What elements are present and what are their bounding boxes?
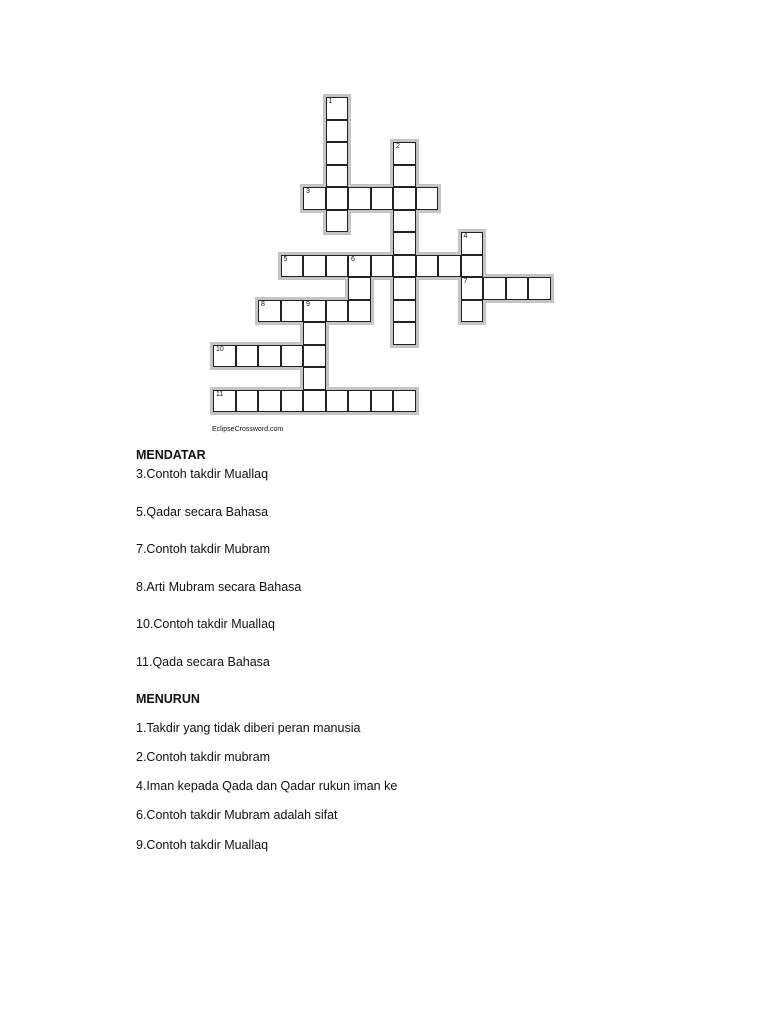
crossword-cell[interactable] <box>303 390 326 413</box>
across-clue-10: 10.Contoh takdir Muallaq <box>136 617 275 631</box>
crossword-cell[interactable] <box>393 232 416 255</box>
crossword-cell[interactable] <box>393 255 416 278</box>
crossword-cell[interactable] <box>303 187 326 210</box>
clue-number: 8 <box>261 300 265 308</box>
crossword-cell[interactable] <box>236 390 259 413</box>
clue-number: 1 <box>328 98 333 105</box>
clue-number: 7 <box>463 278 468 285</box>
crossword-cell[interactable] <box>258 300 281 323</box>
down-clue-4: 4.Iman kepada Qada dan Qadar rukun iman ke <box>136 779 398 793</box>
crossword-cell[interactable] <box>326 210 349 233</box>
crossword-cell[interactable] <box>483 277 506 300</box>
crossword-cell[interactable] <box>416 255 439 278</box>
down-clue-2: 2.Contoh takdir mubram <box>136 750 271 764</box>
crossword-cell[interactable] <box>438 255 461 278</box>
crossword-cell[interactable] <box>213 345 236 368</box>
across-clue-3: 3.Contoh takdir Muallaq <box>136 467 269 481</box>
down-title: MENURUN <box>136 692 200 706</box>
crossword-cell[interactable] <box>461 255 484 278</box>
clue-number: 4 <box>463 233 468 240</box>
clue-number: 3 <box>306 188 310 195</box>
crossword-cell[interactable] <box>393 187 416 210</box>
crossword-cell[interactable] <box>258 345 281 368</box>
crossword-cell[interactable] <box>326 390 349 413</box>
crossword-cell[interactable] <box>326 255 349 278</box>
crossword-cell[interactable] <box>281 345 304 368</box>
clue-number: 10 <box>216 345 224 353</box>
crossword-cell[interactable] <box>348 277 371 300</box>
crossword-cell[interactable] <box>393 300 416 323</box>
crossword-cell[interactable] <box>393 210 416 233</box>
crossword-cell[interactable] <box>416 187 439 210</box>
across-clue-5: 5.Qadar secara Bahasa <box>136 505 269 519</box>
crossword-cell[interactable] <box>348 300 371 323</box>
clue-number: 9 <box>306 300 310 308</box>
crossword-cell[interactable] <box>303 300 326 323</box>
crossword-cell[interactable] <box>393 322 416 345</box>
crossword-cell[interactable] <box>326 165 349 188</box>
crossword-cell[interactable] <box>326 300 349 323</box>
credit-text: EclipseCrossword.com <box>212 426 284 433</box>
clue-number: 11 <box>216 390 224 398</box>
crossword-cell[interactable] <box>371 255 394 278</box>
crossword-cell[interactable] <box>326 187 349 210</box>
crossword-cell[interactable] <box>371 187 394 210</box>
crossword-cell[interactable] <box>348 390 371 413</box>
crossword-cell[interactable] <box>326 120 349 143</box>
clue-number: 5 <box>283 255 288 263</box>
down-clue-9: 9.Contoh takdir Muallaq <box>136 838 269 852</box>
crossword-cell[interactable] <box>326 142 349 165</box>
crossword-cell[interactable] <box>461 232 484 255</box>
crossword-cell[interactable] <box>348 255 371 278</box>
crossword-cell[interactable] <box>281 390 304 413</box>
crossword-cell[interactable] <box>303 367 326 390</box>
crossword-cell[interactable] <box>461 277 484 300</box>
crossword-cell[interactable] <box>348 187 371 210</box>
down-clue-1: 1.Takdir yang tidak diberi peran manusia <box>136 721 361 735</box>
crossword-cell[interactable] <box>461 300 484 323</box>
clue-number: 6 <box>351 255 355 263</box>
across-title: MENDATAR <box>136 448 206 462</box>
crossword-cell[interactable] <box>393 277 416 300</box>
crossword-cell[interactable] <box>281 255 304 278</box>
across-clue-8: 8.Arti Mubram secara Bahasa <box>136 580 302 594</box>
across-clue-7: 7.Contoh takdir Mubram <box>136 542 271 556</box>
crossword-cell[interactable] <box>506 277 529 300</box>
clue-number: 2 <box>396 143 400 150</box>
crossword-cell[interactable] <box>258 390 281 413</box>
crossword-cell[interactable] <box>213 390 236 413</box>
crossword-cell[interactable] <box>371 390 394 413</box>
crossword-cell[interactable] <box>326 97 349 120</box>
crossword-cell[interactable] <box>281 300 304 323</box>
crossword-cell[interactable] <box>303 345 326 368</box>
crossword-cell[interactable] <box>236 345 259 368</box>
crossword-cell[interactable] <box>393 165 416 188</box>
crossword-cell[interactable] <box>303 322 326 345</box>
crossword-cell[interactable] <box>303 255 326 278</box>
crossword-cell[interactable] <box>393 390 416 413</box>
across-clue-11: 11.Qada secara Bahasa <box>136 655 270 669</box>
down-clue-6: 6.Contoh takdir Mubram adalah sifat <box>136 808 338 822</box>
crossword-grid <box>0 0 768 440</box>
crossword-cell[interactable] <box>393 142 416 165</box>
crossword-cell[interactable] <box>528 277 551 300</box>
